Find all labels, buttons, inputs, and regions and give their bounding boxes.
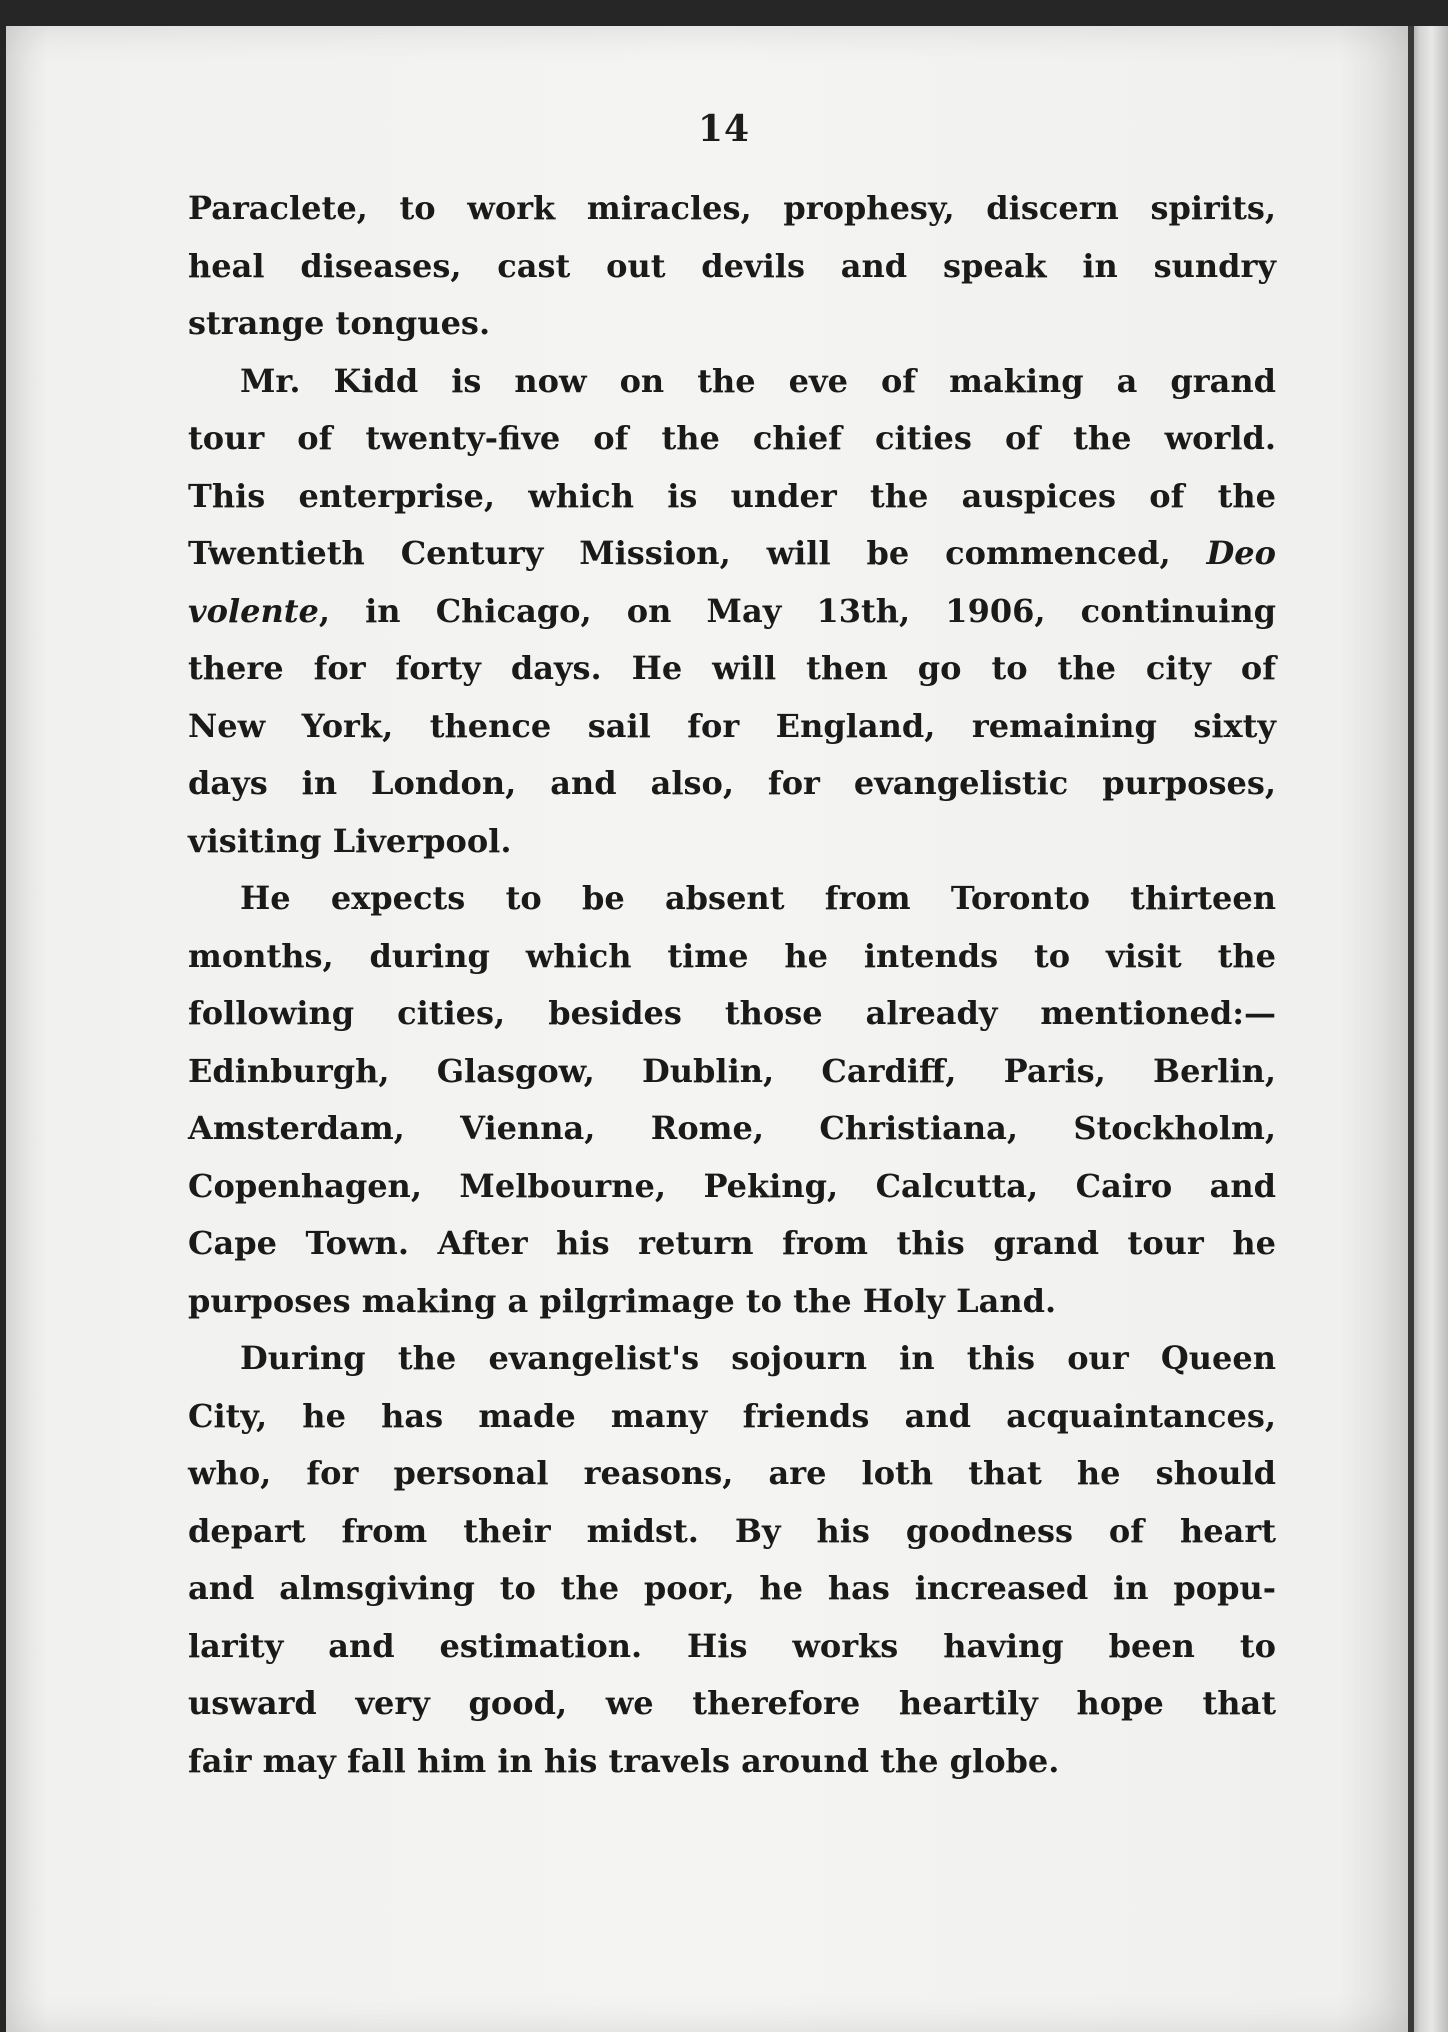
text-line: New York, thence sail for England, remaining sixty: [188, 706, 1276, 745]
text-line: strange tongues.: [188, 304, 491, 342]
text-line: This enterprise, which is under the auspices of the: [188, 476, 1276, 515]
text-line: visiting Liverpool.: [188, 821, 512, 860]
text-line: Twentieth Century Mission, will be commenced, Deo: [188, 534, 1276, 572]
text-line: and almsgiving to the poor, he has increased in popu-: [188, 1569, 1276, 1607]
text-line: He expects to be absent from Toronto thirteen: [240, 879, 1276, 917]
text-line: Amsterdam, Vienna, Rome, Christiana, Stockholm,: [188, 1109, 1276, 1147]
text-line: larity and estimation. His works having been to: [188, 1626, 1276, 1665]
text-line: months, during which time he intends to visit the: [188, 936, 1276, 975]
next-page-edge: [1408, 26, 1448, 2032]
text-line: purposes making a pilgrimage to the Holy Land.: [188, 1281, 1057, 1320]
text-line: Paraclete, to work miracles, prophesy, discern spirits,: [188, 189, 1276, 227]
text-line: days in London, and also, for evangelistic purposes,: [188, 764, 1276, 802]
body-text: [188, 180, 1276, 1790]
text-line: Cape Town. After his return from this grand tour he: [188, 1224, 1276, 1262]
text-line: depart from their midst. By his goodness of heart: [188, 1511, 1276, 1550]
text-line: City, he has made many friends and acquaintances,: [188, 1396, 1276, 1435]
text-line: heal diseases, cast out devils and speak in sundry: [188, 246, 1276, 285]
text-line: tour of twenty-five of the chief cities of the world.: [188, 419, 1276, 457]
text-line: following cities, besides those already mentioned:—: [188, 994, 1276, 1032]
text-line: volente, in Chicago, on May 13th, 1906, continuing: [188, 591, 1276, 630]
text-line: Edinburgh, Glasgow, Dublin, Cardiff, Paris, Berlin,: [188, 1051, 1276, 1090]
text-line: usward very good, we therefore heartily hope that: [188, 1684, 1276, 1722]
text-line: Mr. Kidd is now on the eve of making a grand: [240, 361, 1276, 400]
text-line: fair may fall him in his travels around the globe.: [188, 1741, 1060, 1780]
text-line: who, for personal reasons, are loth that he should: [188, 1454, 1276, 1492]
text-line: there for forty days. He will then go to the city of: [188, 649, 1276, 687]
page-number: 14: [697, 108, 751, 150]
text-line: Copenhagen, Melbourne, Peking, Calcutta, Cairo and: [188, 1166, 1276, 1205]
text-line: During the evangelist's sojourn in this our Queen: [240, 1339, 1276, 1377]
